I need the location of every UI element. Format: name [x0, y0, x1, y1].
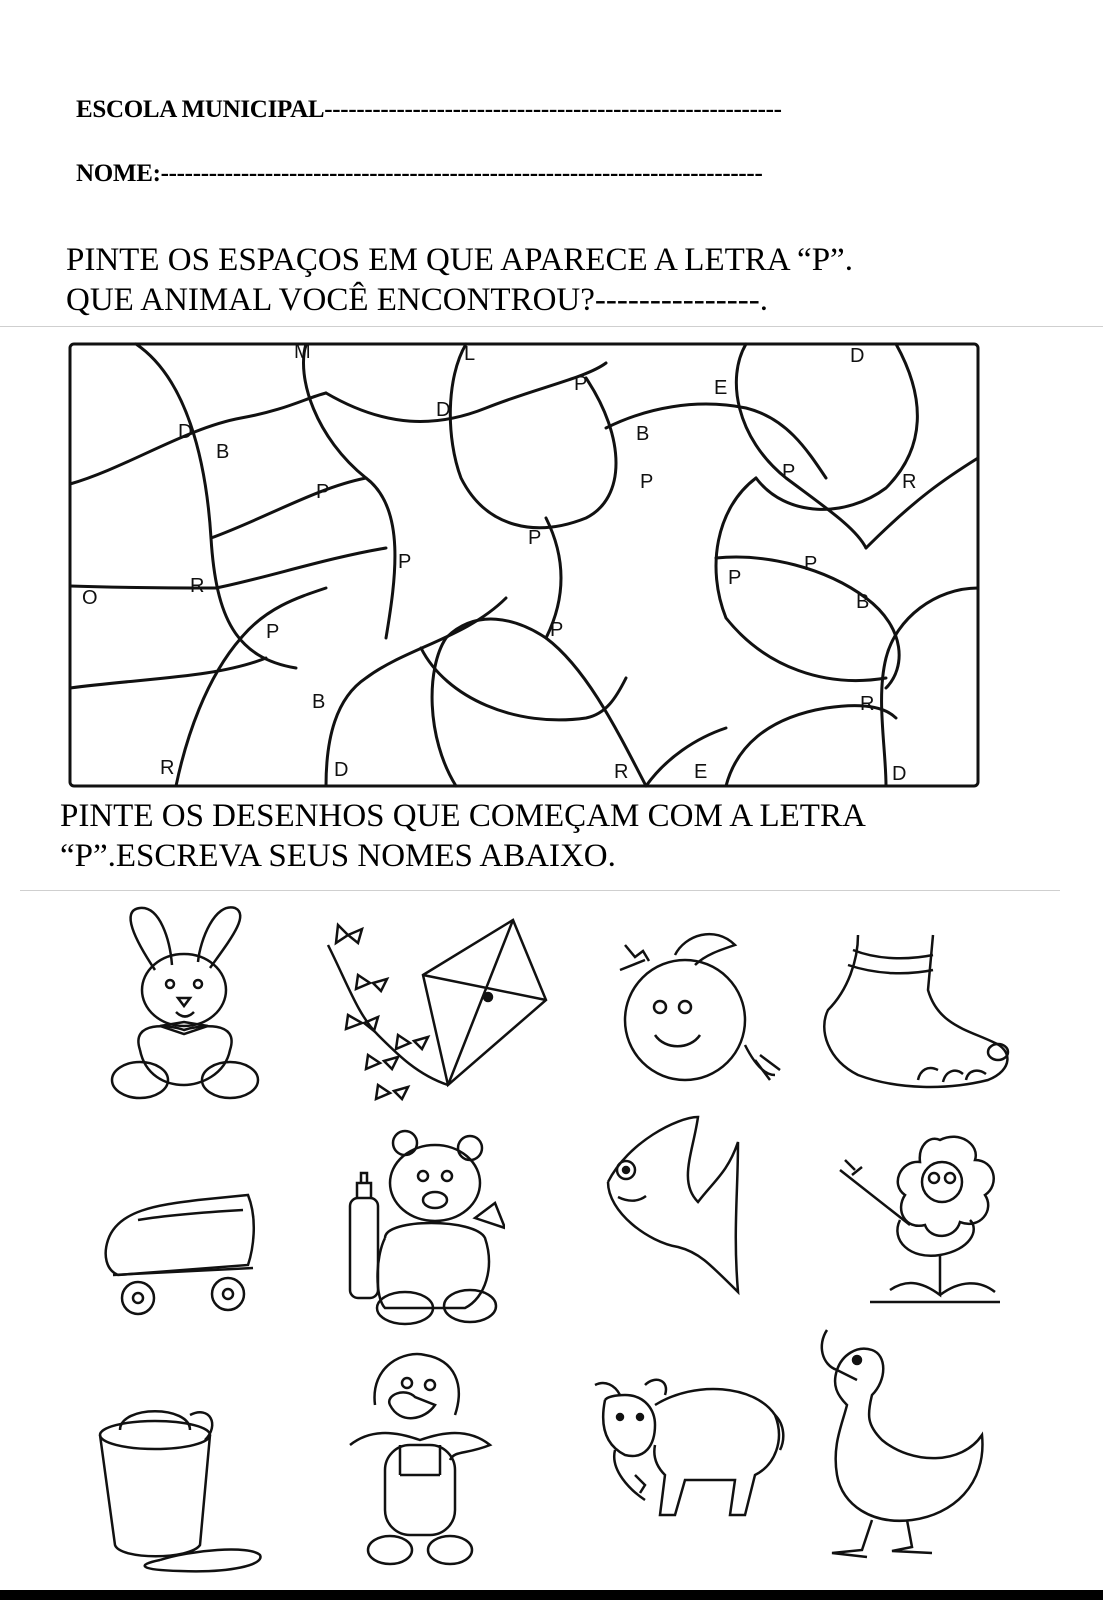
puzzle-curve — [70, 393, 326, 484]
puzzle-letter: M — [294, 341, 311, 363]
puzzle-curve — [70, 548, 386, 588]
puzzle-letter: R — [860, 693, 875, 715]
puzzle-letter: P — [316, 481, 330, 503]
apple-icon[interactable] — [605, 925, 785, 1105]
name-label: NOME:--------------------------------------------------------------------------- — [76, 160, 763, 187]
puzzle-lines — [70, 344, 978, 786]
puzzle-letter: E — [694, 761, 708, 783]
puzzle-curve — [756, 344, 917, 509]
duck-icon[interactable] — [812, 1325, 992, 1565]
teddy-bear-icon[interactable] — [345, 1128, 505, 1328]
puzzle-letter: B — [856, 591, 870, 613]
puzzle-letter: R — [190, 575, 205, 597]
puzzle-letter: O — [82, 587, 98, 609]
puzzle-letter: R — [614, 761, 629, 783]
puzzle-letter: B — [312, 691, 326, 713]
bucket-icon[interactable] — [90, 1395, 270, 1580]
puzzle-letter: E — [714, 377, 728, 399]
puzzle-curve — [716, 557, 899, 688]
puzzle-curve — [726, 706, 896, 786]
instruction-line-3: PINTE OS DESENHOS QUE COMEÇAM COM A LETRA — [60, 798, 866, 834]
puzzle-curve — [326, 598, 506, 786]
puzzle-letter: P — [640, 471, 654, 493]
penguin-icon[interactable] — [345, 1345, 495, 1575]
roller-skate-icon[interactable] — [98, 1180, 268, 1320]
puzzle-letter: D — [178, 421, 193, 443]
puzzle-curve — [421, 648, 626, 720]
rabbit-icon[interactable] — [100, 900, 270, 1110]
instructions-bottom — [60, 796, 866, 876]
instruction-line-4: “P”.ESCREVA SEUS NOMES ABAIXO. — [60, 838, 616, 874]
puzzle-curve — [211, 478, 366, 538]
puzzle-letter: B — [636, 423, 650, 445]
instruction-line-2: QUE ANIMAL VOCÊ ENCONTROU?---------------. — [66, 282, 768, 318]
puzzle-letter: P — [804, 553, 818, 575]
scan-edge — [0, 1590, 1103, 1600]
puzzle-curve — [326, 363, 606, 422]
instructions-top — [66, 240, 853, 320]
puzzle-curve — [646, 728, 726, 786]
bull-icon[interactable] — [585, 1355, 785, 1525]
instruction-line-1: PINTE OS ESPAÇOS EM QUE APARECE A LETRA “P”. — [66, 242, 853, 278]
puzzle-curve — [136, 344, 296, 668]
puzzle-curve — [70, 658, 266, 688]
puzzle-curve — [882, 588, 978, 786]
puzzle-letter: P — [574, 373, 588, 395]
puzzle-letter: B — [216, 441, 230, 463]
puzzle-curve — [866, 458, 978, 548]
puzzle-letter: D — [850, 345, 865, 367]
puzzle-letter: L — [464, 343, 476, 365]
coloring-puzzle[interactable] — [66, 338, 1006, 794]
puzzle-curve — [176, 588, 326, 786]
divider — [20, 890, 1060, 891]
school-label: ESCOLA MUNICIPAL--------------------------------------------------------- — [76, 96, 782, 123]
puzzle-letter: P — [266, 621, 280, 643]
foot-icon[interactable] — [818, 930, 1018, 1100]
flower-icon[interactable] — [830, 1130, 1010, 1310]
puzzle-letter: P — [782, 461, 796, 483]
puzzle-letter: D — [892, 763, 907, 785]
puzzle-letter: D — [334, 759, 349, 781]
puzzle-letter: P — [398, 551, 412, 573]
puzzle-letter: P — [528, 527, 542, 549]
puzzle-letter: D — [436, 399, 451, 421]
kite-icon[interactable] — [318, 905, 558, 1110]
puzzle-letter: P — [550, 619, 564, 641]
divider — [0, 326, 1103, 327]
puzzle-letter: P — [728, 567, 742, 589]
fish-icon[interactable] — [598, 1112, 748, 1302]
puzzle-frame — [70, 344, 978, 786]
puzzle-letter: R — [160, 757, 175, 779]
puzzle-letter: R — [902, 471, 917, 493]
